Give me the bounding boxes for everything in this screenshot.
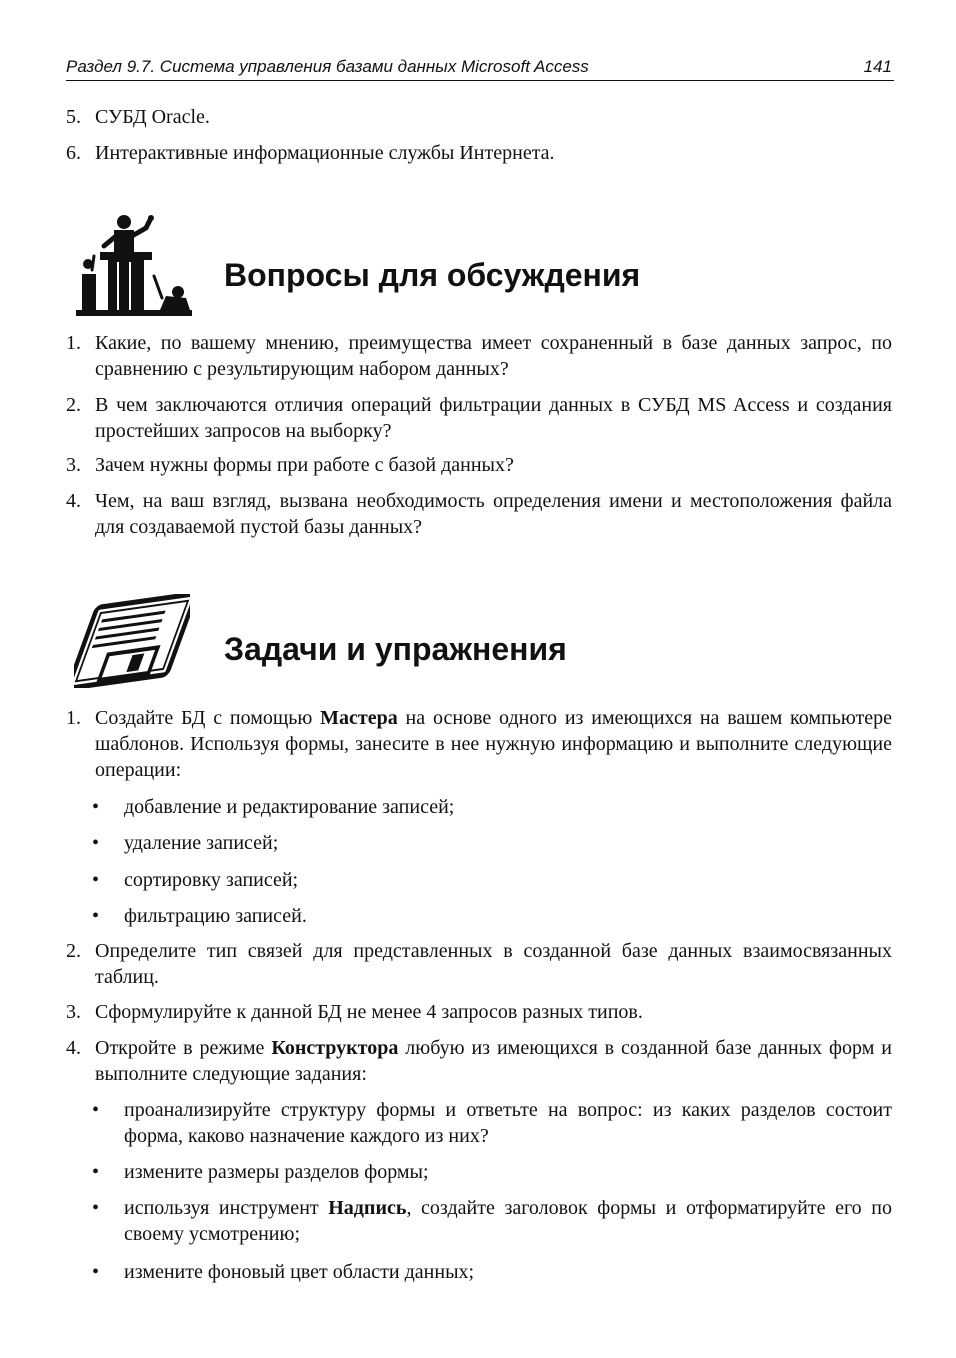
list-item-number: 4.: [66, 490, 81, 512]
bullet-item: [92, 1195, 892, 1247]
bold-term: Мастера: [320, 707, 398, 729]
list-item: [66, 938, 892, 990]
bullet-text: сортировку записей;: [124, 869, 299, 891]
list-item: [66, 705, 892, 783]
page-number: 141: [863, 57, 892, 76]
bold-term: Надпись: [328, 1197, 407, 1219]
bullet-icon: •: [92, 1197, 100, 1219]
list-item: [66, 488, 892, 540]
bullet-item: [92, 1259, 892, 1285]
bullet-text: проанализируйте структуру формы и ответьте на вопрос: из каких разделов состоит форма, каково назначение каждого из них?: [124, 1099, 892, 1147]
bullet-item: [92, 903, 892, 929]
bullet-text: измените размеры разделов формы;: [124, 1161, 429, 1183]
discussion-title: Вопросы для обсуждения: [224, 257, 641, 293]
list-item: [66, 140, 892, 166]
bullet-icon: •: [92, 905, 100, 927]
bullet-item: [92, 794, 892, 820]
list-item: [66, 1035, 892, 1087]
list-item-number: 1.: [66, 332, 81, 354]
bullet-icon: •: [92, 1161, 100, 1183]
list-item-text: Чем, на ваш взгляд, вызвана необходимость определения имени и местоположения файла для создаваемой пустой базы данных?: [95, 490, 892, 538]
list-item-number: 1.: [66, 707, 81, 729]
list-item-text: Зачем нужны формы при работе с базой данных?: [95, 454, 514, 476]
list-item-number: 2.: [66, 940, 81, 962]
running-header: [66, 56, 894, 81]
tasks-title: Задачи и упражнения: [224, 631, 567, 667]
list-item: [66, 392, 892, 444]
list-item: [66, 452, 892, 478]
bullet-item: [92, 1097, 892, 1149]
list-item-text: Какие, по вашему мнению, преимущества имеет сохраненный в базе данных запрос, по сравнению с результирующим набором данных?: [95, 332, 892, 380]
bullet-icon: •: [92, 1099, 100, 1121]
list-item-number: 3.: [66, 1001, 81, 1023]
list-item-number: 3.: [66, 454, 81, 476]
bullet-item: [92, 830, 892, 856]
bold-term: Конструктора: [271, 1037, 399, 1059]
list-item-text: Определите тип связей для представленных в созданной базе данных взаимосвязанных таблиц.: [95, 940, 892, 988]
bullet-text: добавление и редактирование записей;: [124, 796, 455, 818]
list-item-number: 4.: [66, 1037, 81, 1059]
bullet-icon: •: [92, 869, 100, 891]
bullet-item: [92, 867, 892, 893]
list-item: [66, 999, 892, 1025]
list-item: [66, 104, 892, 130]
running-header-title: Раздел 9.7. Система управления базами данных Microsoft Access: [66, 57, 589, 76]
list-item-text: Создайте БД с помощью Мастера на основе одного из имеющихся на вашем компьютере шаблонов. Используя формы, занесите в нее нужную информацию и выполните следующие операции:: [95, 707, 893, 781]
list-item-number: 2.: [66, 394, 81, 416]
list-item-number: 5.: [66, 106, 81, 128]
bullet-item: [92, 1159, 892, 1185]
list-item-text: В чем заключаются отличия операций фильтрации данных в СУБД MS Access и создания простейших запросов на выборку?: [95, 394, 892, 442]
bullet-text: используя инструмент Надпись, создайте заголовок формы и отформатируйте его по своему усмотрению;: [124, 1197, 892, 1245]
list-item-number: 6.: [66, 142, 81, 164]
list-item-text: Откройте в режиме Конструктора любую из имеющихся в созданной базе данных форм и выполните следующие задания:: [95, 1037, 892, 1085]
list-item-text: Сформулируйте к данной БД не менее 4 запросов разных типов.: [95, 1001, 643, 1023]
bullet-text: удаление записей;: [124, 832, 279, 854]
list-item: [66, 330, 892, 382]
bullet-icon: •: [92, 796, 100, 818]
bullet-icon: •: [92, 1261, 100, 1283]
bullet-icon: •: [92, 832, 100, 854]
speaker-podium-icon: [74, 212, 194, 320]
bullet-text: измените фоновый цвет области данных;: [124, 1261, 475, 1283]
list-item-text: Интерактивные информационные службы Интернета.: [95, 142, 555, 164]
list-item-text: СУБД Oracle.: [95, 106, 210, 128]
floppy-disk-icon: [74, 594, 190, 688]
bullet-text: фильтрацию записей.: [124, 905, 307, 927]
